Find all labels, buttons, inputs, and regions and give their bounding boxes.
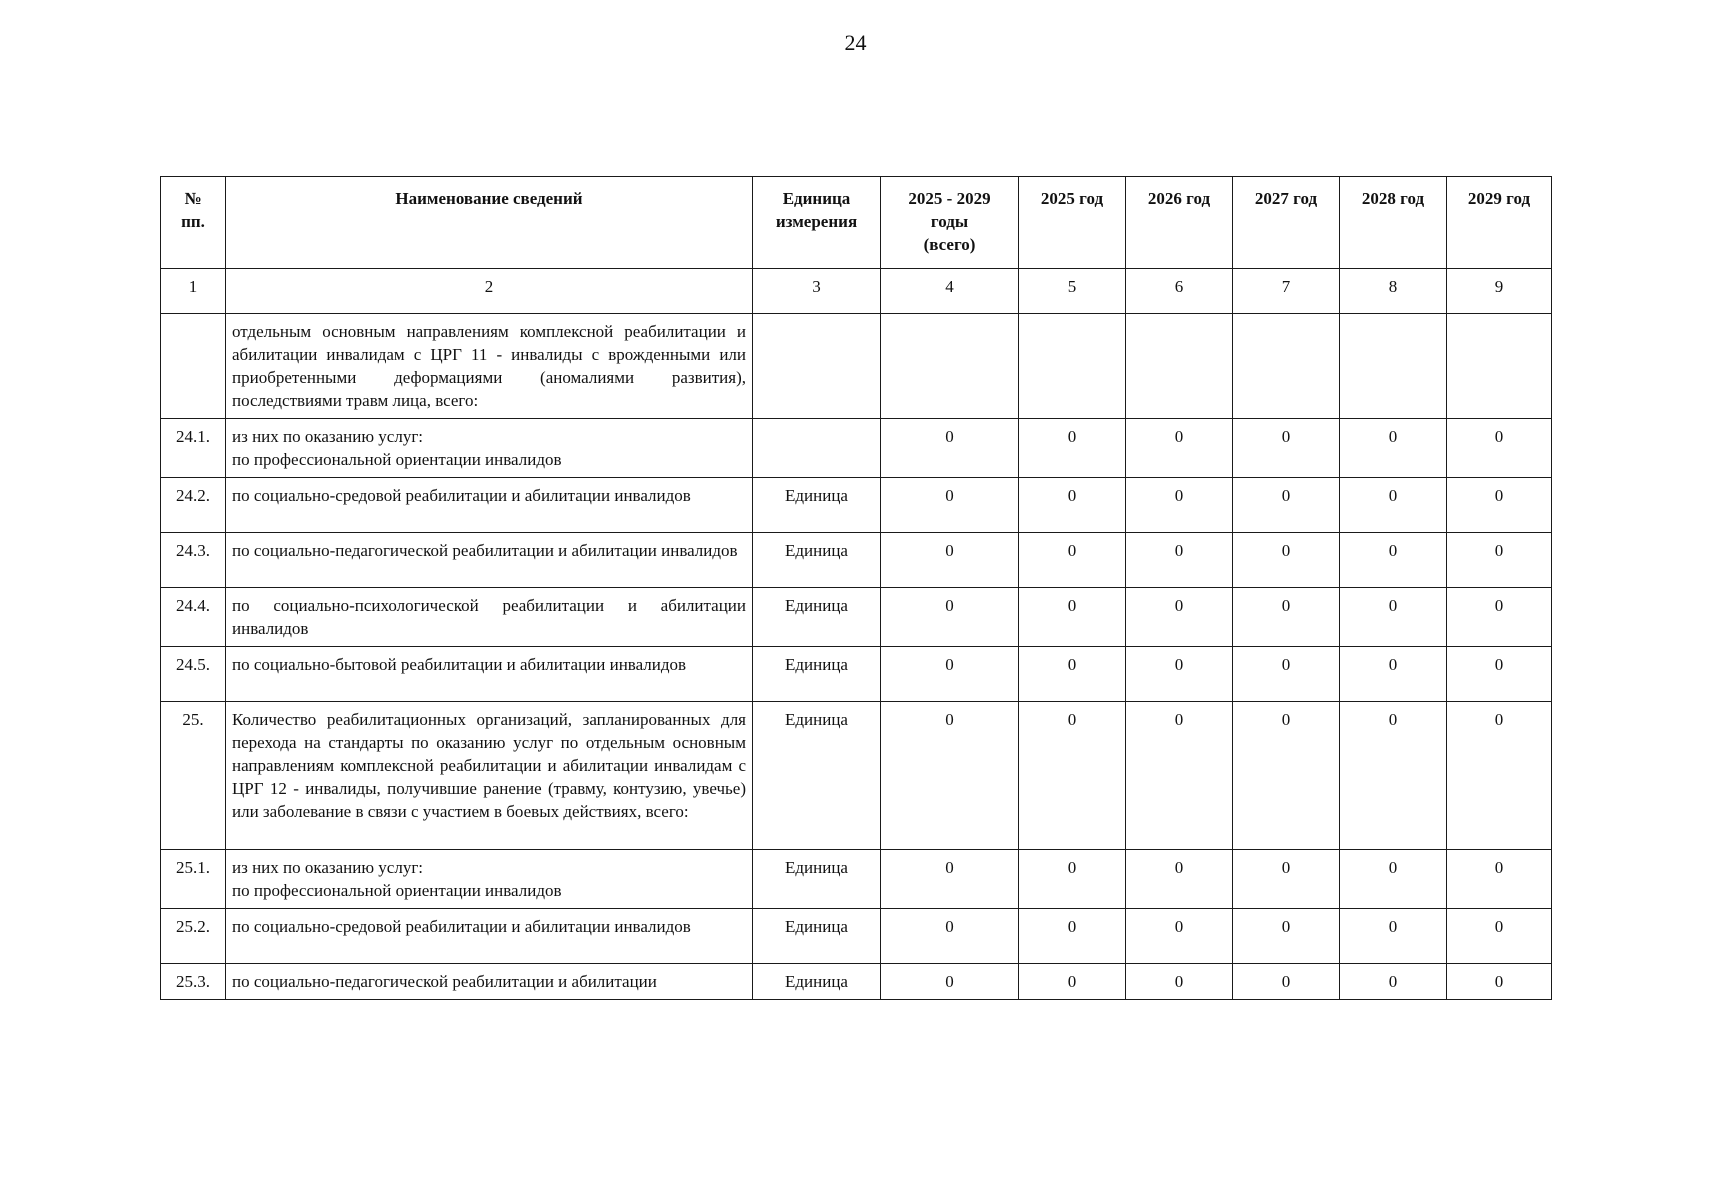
row-value: 0 xyxy=(1233,647,1340,702)
row-value: 0 xyxy=(1340,964,1447,1000)
row-value: 0 xyxy=(1447,478,1552,533)
row-unit: Единица xyxy=(753,647,881,702)
row-value: 0 xyxy=(1126,533,1233,588)
table-row xyxy=(161,909,1552,964)
row-value: 0 xyxy=(881,850,1019,909)
data-table xyxy=(160,176,1552,1000)
row-value: 0 xyxy=(1019,964,1126,1000)
row-value: 0 xyxy=(1126,478,1233,533)
row-number: 25.3. xyxy=(161,964,226,1000)
row-unit: Единица xyxy=(753,588,881,647)
header-2027: 2027 год xyxy=(1233,177,1340,269)
row-name xyxy=(226,909,753,964)
row-value: 0 xyxy=(1019,850,1126,909)
row-value: 0 xyxy=(1447,964,1552,1000)
row-value: 0 xyxy=(1340,850,1447,909)
row-name-line: по социально-педагогической реабилитации и абилитации xyxy=(232,972,657,991)
row-value: 0 xyxy=(1126,647,1233,702)
row-name-line: по социально-средовой реабилитации и абилитации инвалидов xyxy=(232,486,691,505)
row-name xyxy=(226,419,753,478)
row-value: 0 xyxy=(1447,909,1552,964)
row-value xyxy=(1340,314,1447,419)
header-name: Наименование сведений xyxy=(226,177,753,269)
row-value: 0 xyxy=(1233,533,1340,588)
row-value: 0 xyxy=(1340,533,1447,588)
row-value: 0 xyxy=(1126,964,1233,1000)
table-row xyxy=(161,850,1552,909)
row-value: 0 xyxy=(881,419,1019,478)
row-value: 0 xyxy=(881,964,1019,1000)
row-value xyxy=(1019,314,1126,419)
header-2029: 2029 год xyxy=(1447,177,1552,269)
row-name-line: из них по оказанию услуг: xyxy=(232,858,424,877)
row-name-line: отдельным основным направлениям комплексной реабилитации и абилитации инвалидам с ЦРГ 11 - инвалиды с врожденными или приобретенными деформациями (аномалиями развития), последствиями травм лица, всего: xyxy=(232,322,746,410)
row-value: 0 xyxy=(1019,647,1126,702)
row-value: 0 xyxy=(1019,702,1126,850)
row-value: 0 xyxy=(1019,478,1126,533)
row-unit: Единица xyxy=(753,702,881,850)
row-unit: Единица xyxy=(753,850,881,909)
row-unit: Единица xyxy=(753,909,881,964)
row-value xyxy=(1126,314,1233,419)
column-number: 6 xyxy=(1126,269,1233,314)
row-number: 25.2. xyxy=(161,909,226,964)
row-value xyxy=(1233,314,1340,419)
row-name-line: по профессиональной ориентации инвалидов xyxy=(232,881,562,900)
row-number: 24.2. xyxy=(161,478,226,533)
row-value: 0 xyxy=(1233,964,1340,1000)
row-number: 24.4. xyxy=(161,588,226,647)
row-name xyxy=(226,533,753,588)
column-number: 8 xyxy=(1340,269,1447,314)
header-2025: 2025 год xyxy=(1019,177,1126,269)
table-row xyxy=(161,647,1552,702)
table-row xyxy=(161,314,1552,419)
row-number: 24.3. xyxy=(161,533,226,588)
row-name-line: по социально-средовой реабилитации и абилитации инвалидов xyxy=(232,917,691,936)
column-number: 3 xyxy=(753,269,881,314)
row-value: 0 xyxy=(1340,588,1447,647)
row-name xyxy=(226,314,753,419)
row-value: 0 xyxy=(1447,850,1552,909)
row-value xyxy=(881,314,1019,419)
header-total: 2025 - 2029 годы (всего) xyxy=(881,177,1019,269)
column-number: 7 xyxy=(1233,269,1340,314)
row-value: 0 xyxy=(1233,419,1340,478)
row-name-line: по социально-психологической реабилитации и абилитации инвалидов xyxy=(232,596,746,638)
row-value: 0 xyxy=(1126,419,1233,478)
row-value: 0 xyxy=(1447,533,1552,588)
row-unit xyxy=(753,314,881,419)
row-value: 0 xyxy=(1340,419,1447,478)
row-value: 0 xyxy=(1233,909,1340,964)
row-name-line: из них по оказанию услуг: xyxy=(232,427,424,446)
row-value: 0 xyxy=(1126,702,1233,850)
header-row xyxy=(161,177,1552,269)
row-value: 0 xyxy=(1233,850,1340,909)
row-value xyxy=(1447,314,1552,419)
page-number: 24 xyxy=(844,30,867,55)
row-value: 0 xyxy=(1019,533,1126,588)
row-value: 0 xyxy=(1447,419,1552,478)
row-value: 0 xyxy=(1233,702,1340,850)
row-number: 24.5. xyxy=(161,647,226,702)
column-number: 9 xyxy=(1447,269,1552,314)
row-value: 0 xyxy=(881,647,1019,702)
row-name-line: по социально-бытовой реабилитации и абилитации инвалидов xyxy=(232,655,687,674)
header-2028: 2028 год xyxy=(1340,177,1447,269)
row-unit: Единица xyxy=(753,533,881,588)
row-unit xyxy=(753,419,881,478)
row-number xyxy=(161,314,226,419)
row-value: 0 xyxy=(1340,702,1447,850)
row-name xyxy=(226,647,753,702)
column-number: 5 xyxy=(1019,269,1126,314)
row-number: 25. xyxy=(161,702,226,850)
row-value: 0 xyxy=(1019,588,1126,647)
row-value: 0 xyxy=(1340,478,1447,533)
row-name xyxy=(226,588,753,647)
row-name xyxy=(226,702,753,850)
row-value: 0 xyxy=(1019,419,1126,478)
header-unit: Единица измерения xyxy=(753,177,881,269)
row-value: 0 xyxy=(881,588,1019,647)
row-unit: Единица xyxy=(753,964,881,1000)
row-value: 0 xyxy=(1447,702,1552,850)
header-num: № пп. xyxy=(161,177,226,269)
row-value: 0 xyxy=(1019,909,1126,964)
row-value: 0 xyxy=(1126,909,1233,964)
row-value: 0 xyxy=(1447,647,1552,702)
row-value: 0 xyxy=(881,533,1019,588)
table-row xyxy=(161,964,1552,1000)
row-value: 0 xyxy=(1340,647,1447,702)
row-unit: Единица xyxy=(753,478,881,533)
table-row xyxy=(161,702,1552,850)
header-2026: 2026 год xyxy=(1126,177,1233,269)
row-value: 0 xyxy=(1126,850,1233,909)
column-number: 2 xyxy=(226,269,753,314)
row-value: 0 xyxy=(881,478,1019,533)
row-name xyxy=(226,478,753,533)
row-value: 0 xyxy=(1340,909,1447,964)
table-row xyxy=(161,533,1552,588)
row-value: 0 xyxy=(1233,478,1340,533)
row-value: 0 xyxy=(881,702,1019,850)
row-value: 0 xyxy=(881,909,1019,964)
row-name-line: по профессиональной ориентации инвалидов xyxy=(232,450,562,469)
row-value: 0 xyxy=(1126,588,1233,647)
row-value: 0 xyxy=(1233,588,1340,647)
table-row xyxy=(161,588,1552,647)
row-name-line: по социально-педагогической реабилитации и абилитации инвалидов xyxy=(232,541,738,560)
column-number: 4 xyxy=(881,269,1019,314)
table-body xyxy=(161,314,1552,1000)
column-number: 1 xyxy=(161,269,226,314)
table-row xyxy=(161,419,1552,478)
column-number-row xyxy=(161,269,1552,314)
row-value: 0 xyxy=(1447,588,1552,647)
row-name xyxy=(226,964,753,1000)
row-name-line: Количество реабилитационных организаций, запланированных для перехода на стандарты по оказанию услуг по отдельным основным направлениям комплексной реабилитации и абилитации инвалидам с ЦРГ 12 - инвалиды, получившие ранение (травму, контузию, увечье) или заболевание в связи с участием в боевых действиях, всего: xyxy=(232,710,746,821)
row-number: 24.1. xyxy=(161,419,226,478)
row-name xyxy=(226,850,753,909)
table-row xyxy=(161,478,1552,533)
row-number: 25.1. xyxy=(161,850,226,909)
